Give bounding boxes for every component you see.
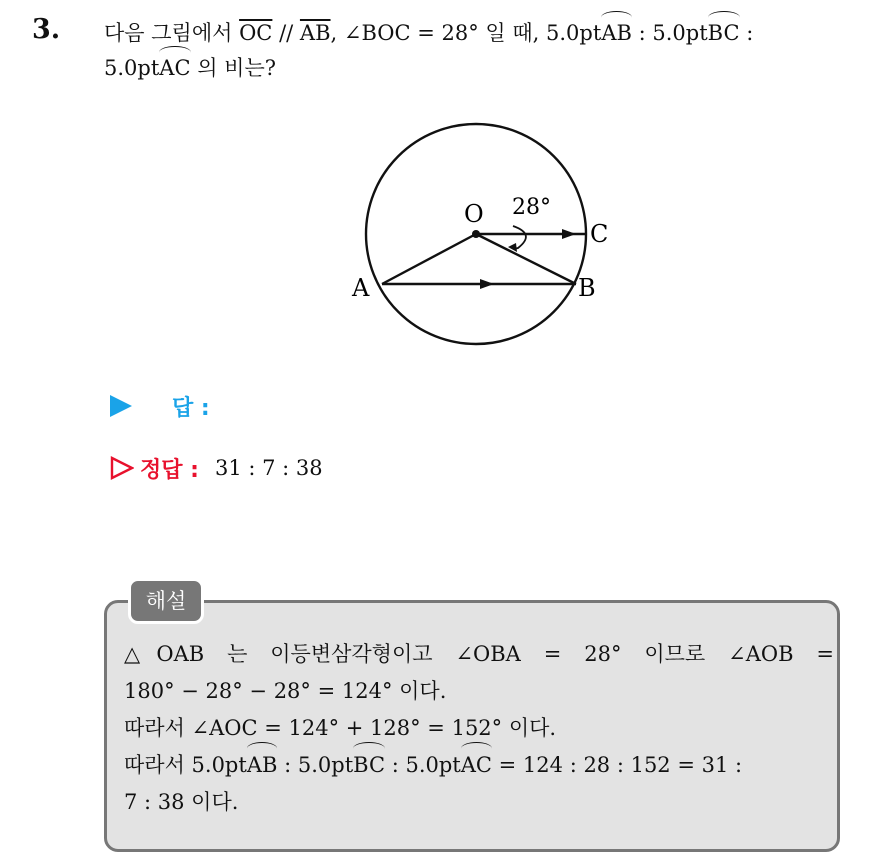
segment-oa (382, 234, 476, 284)
label-c: C (590, 220, 609, 248)
arc-ac: AC (461, 747, 492, 784)
arc-bc: BC (353, 747, 385, 784)
center-point (472, 230, 480, 238)
correct-answer-value: 31 : 7 : 38 (214, 456, 323, 480)
arc-ab: AB (601, 16, 632, 51)
question-prefix: 5.0pt (104, 56, 160, 80)
question-tail: 의 비는? (190, 56, 276, 80)
question-text (104, 16, 874, 86)
arrow-ab (480, 279, 494, 289)
answer-row (110, 388, 210, 424)
arc-ac: AC (159, 51, 190, 86)
outline-triangle-icon (110, 456, 134, 480)
solution-text-segment: : 5.0pt (277, 753, 354, 777)
answer-label: 답 : (172, 395, 210, 421)
ratio-separator: : (739, 21, 754, 45)
solution-line-4 (124, 747, 834, 784)
question-line-1 (104, 16, 874, 51)
correct-answer-label: 정답 : (140, 457, 199, 483)
arc-bc: BC (708, 16, 740, 51)
angle-label: 28° (512, 195, 551, 220)
arrow-oc (562, 229, 576, 239)
solution-line-3: 따라서 ∠AOC = 124° + 128° = 152° 이다. (124, 716, 557, 740)
circle-figure (340, 116, 640, 356)
solution-text-segment: 따라서 5.0pt (124, 753, 247, 777)
segment-ab: $\overline{AB}$ (299, 21, 331, 45)
solution-tab: 해설 (128, 578, 204, 624)
solution-line-2: 180° − 28° − 28° = 124° 이다. (124, 679, 447, 703)
solution-text-segment: : 5.0pt (385, 753, 461, 777)
correct-answer-row (110, 450, 323, 486)
parallel-symbol: // (279, 21, 294, 45)
label-o: O (464, 200, 484, 228)
solution-line-1: △OAB 는 이등변삼각형이고 ∠OBA = 28° 이므로 ∠AOB = (124, 642, 834, 666)
question-condition: , ∠BOC = 28° 일 때, 5.0pt (330, 21, 602, 45)
solution-text (124, 636, 834, 821)
ratio-separator: : 5.0pt (631, 21, 708, 45)
answer-triangle-icon (110, 395, 132, 417)
segment-ob (476, 234, 576, 284)
solution-text-segment: = 124 : 28 : 152 = 31 : (491, 753, 743, 777)
solution-line-5: 7 : 38 이다. (124, 790, 239, 814)
question-number: 3. (32, 14, 61, 45)
label-b: B (578, 274, 596, 302)
question-lead: 다음 그림에서 (104, 21, 233, 45)
question-line-2 (104, 51, 874, 86)
arc-ab: AB (247, 747, 278, 784)
segment-oc: $\overline{OC}$ (239, 21, 273, 45)
label-a: A (352, 274, 370, 302)
